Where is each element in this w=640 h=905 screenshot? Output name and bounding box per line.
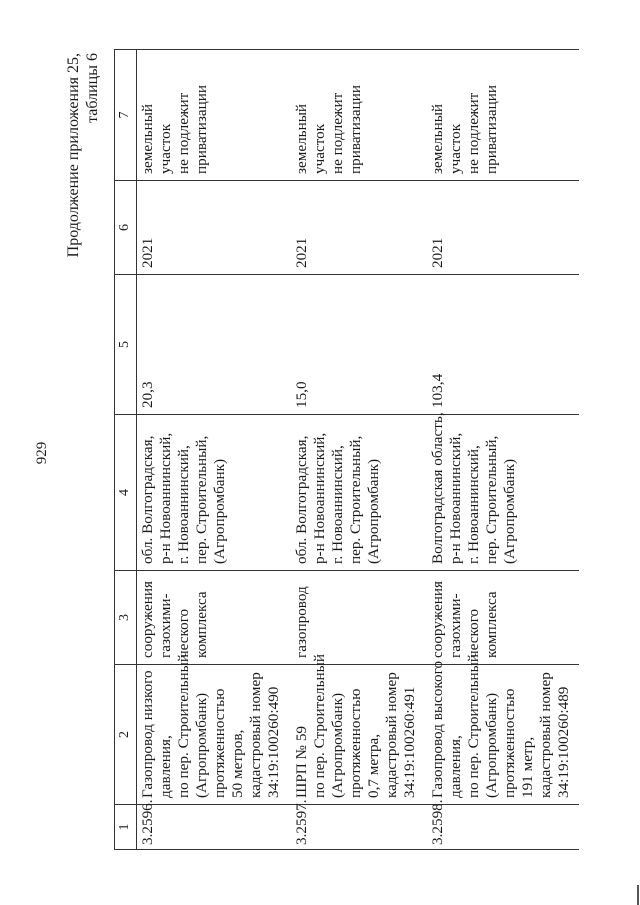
type-line: газохими-: [447, 593, 464, 658]
object-address: [137, 415, 290, 571]
name-line: 34:19:100260:489: [555, 686, 572, 798]
object-name: [137, 654, 290, 805]
note-line: участок: [447, 123, 464, 174]
type-line: ческого: [175, 608, 192, 658]
object-type: [289, 571, 425, 665]
name-line: кадастровый номер: [247, 672, 264, 798]
column-7-value: [289, 50, 425, 181]
page-number: 929: [34, 441, 50, 465]
name-line: давления,: [157, 735, 174, 798]
name-line: 34:19:100260:491: [401, 686, 418, 798]
address-line: пер. Строительный,: [193, 435, 210, 564]
column-6-value: 2021: [137, 181, 290, 275]
row-number: 3.2598.: [425, 805, 579, 850]
table-row: [425, 50, 579, 850]
note-line: не подлежит: [329, 92, 346, 174]
name-line: (Агропромбанк): [329, 692, 346, 798]
scan-edge-mark: [637, 885, 639, 905]
name-line: по пер. Строительный: [311, 654, 328, 798]
column-6-value: 2021: [425, 181, 579, 275]
column-6-value: 2021: [289, 181, 425, 275]
address-line: (Агропромбанк): [211, 458, 228, 564]
note-line: приватизации: [347, 84, 364, 174]
note-line: участок: [311, 123, 328, 174]
continuation-line-2: таблицы 6: [84, 53, 101, 123]
note-line: земельный: [139, 103, 156, 174]
type-line: сооружения: [429, 581, 446, 658]
column-5-value: 15,0: [289, 275, 425, 415]
address-line: (Агропромбанк): [365, 458, 382, 564]
header-row: [115, 50, 137, 850]
table-row: [137, 50, 290, 850]
name-line: Газопровод высокого: [429, 660, 446, 798]
address-line: пер. Строительный,: [483, 435, 500, 564]
name-line: 191 метр,: [519, 736, 536, 798]
object-address: [289, 415, 425, 571]
address-line: г. Новоаннинский,: [329, 445, 346, 564]
address-line: обл. Волгоградская,: [293, 435, 310, 564]
note-line: приватизации: [193, 84, 210, 174]
column-5-value: 20,3: [137, 275, 290, 415]
name-line: протяженностью: [347, 688, 364, 798]
address-line: (Агропромбанк): [501, 458, 518, 564]
name-line: (Агропромбанк): [483, 692, 500, 798]
note-line: земельный: [429, 103, 446, 174]
name-line: Газопровод низкого: [139, 670, 156, 798]
name-line: кадастровый номер: [537, 672, 554, 798]
name-line: по пер. Строительный: [465, 654, 482, 798]
name-line: 50 метров,: [229, 729, 246, 798]
type-line: газохими-: [157, 593, 174, 658]
address-line: р-н Новоаннинский,: [157, 432, 174, 564]
address-line: обл. Волгоградская,: [139, 435, 156, 564]
object-type: [137, 571, 290, 665]
continuation-line-1: Продолжение приложения 25,: [65, 53, 82, 258]
row-number: 3.2596.: [137, 805, 290, 850]
column-5-value: 103,4: [425, 275, 579, 415]
column-header-1: 1: [115, 805, 137, 850]
continuation-note: [64, 53, 102, 257]
column-header-7: 7: [115, 50, 137, 181]
column-7-value: [425, 50, 579, 181]
object-name: [289, 654, 425, 805]
name-line: по пер. Строительный: [175, 654, 192, 798]
object-type: [425, 571, 579, 665]
column-header-2: 2: [115, 665, 137, 805]
object-name: [425, 654, 579, 805]
column-header-6: 6: [115, 181, 137, 275]
property-table: [114, 49, 579, 850]
name-line: 0,7 метра,: [365, 733, 382, 798]
address-line: г. Новоаннинский,: [465, 445, 482, 564]
name-line: протяженностью: [211, 688, 228, 798]
column-header-4: 4: [115, 415, 137, 571]
address-line: р-н Новоаннинский,: [311, 432, 328, 564]
note-line: не подлежит: [175, 92, 192, 174]
column-header-3: 3: [115, 571, 137, 665]
type-line: ческого: [465, 608, 482, 658]
row-number: 3.2597.: [289, 805, 425, 850]
note-line: приватизации: [483, 84, 500, 174]
column-header-5: 5: [115, 275, 137, 415]
address-line: Волгоградская область,: [429, 412, 446, 564]
type-line: комплекса: [483, 591, 500, 658]
name-line: кадастровый номер: [383, 672, 400, 798]
name-line: давления,: [447, 735, 464, 798]
address-line: р-н Новоаннинский,: [447, 432, 464, 564]
note-line: земельный: [293, 103, 310, 174]
name-line: протяженностью: [501, 688, 518, 798]
name-line: ШРП № 59: [293, 725, 310, 798]
column-7-value: [137, 50, 290, 181]
table-row: [289, 50, 425, 850]
note-line: не подлежит: [465, 92, 482, 174]
note-line: участок: [157, 123, 174, 174]
type-line: сооружения: [139, 581, 156, 658]
name-line: (Агропромбанк): [193, 692, 210, 798]
type-line: газопровод: [293, 586, 310, 658]
object-address: [425, 412, 579, 571]
address-line: пер. Строительный,: [347, 435, 364, 564]
address-line: г. Новоаннинский,: [175, 445, 192, 564]
name-line: 34:19:100260:490: [265, 686, 282, 798]
type-line: комплекса: [193, 591, 210, 658]
